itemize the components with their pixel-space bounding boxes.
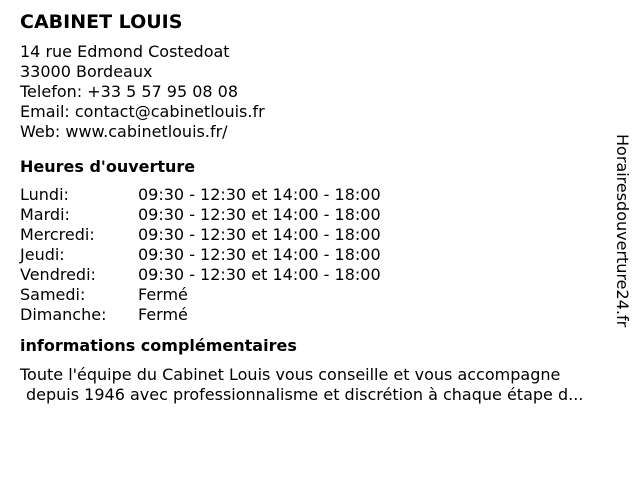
contact-block (20, 42, 620, 142)
email-line: Email: contact@cabinetlouis.fr (20, 102, 265, 121)
day-hours: Fermé (138, 305, 188, 324)
hours-row-jeudi (20, 245, 381, 265)
business-card (20, 10, 620, 405)
day-label: Dimanche: (20, 305, 107, 324)
hours-row-mardi (20, 205, 381, 225)
day-hours: 09:30 - 12:30 et 14:00 - 18:00 (138, 265, 381, 284)
hours-heading: Heures d'ouverture (20, 157, 196, 176)
hours-row-lundi (20, 185, 381, 205)
phone-line: Telefon: +33 5 57 95 08 08 (20, 82, 239, 101)
business-name: CABINET LOUIS (20, 11, 183, 33)
hours-row-samedi (20, 285, 381, 305)
info-line-1: Toute l'équipe du Cabinet Louis vous conseille et vous accompagne (20, 365, 561, 384)
info-line-2: depuis 1946 avec professionnalisme et discrétion à chaque étape d... (26, 385, 584, 404)
opening-hours-table (20, 185, 381, 325)
day-label: Lundi: (20, 185, 69, 204)
day-label: Vendredi: (20, 265, 96, 284)
address-street: 14 rue Edmond Costedoat (20, 42, 230, 61)
day-hours: 09:30 - 12:30 et 14:00 - 18:00 (138, 245, 381, 264)
day-label: Mercredi: (20, 225, 95, 244)
info-heading: informations complémentaires (20, 336, 297, 355)
info-description (20, 365, 620, 405)
day-hours: 09:30 - 12:30 et 14:00 - 18:00 (138, 205, 381, 224)
web-line: Web: www.cabinetlouis.fr/ (20, 122, 228, 141)
day-label: Samedi: (20, 285, 86, 304)
address-city: 33000 Bordeaux (20, 62, 153, 81)
day-hours: 09:30 - 12:30 et 14:00 - 18:00 (138, 225, 381, 244)
day-hours: Fermé (138, 285, 188, 304)
day-hours: 09:30 - 12:30 et 14:00 - 18:00 (138, 185, 381, 204)
hours-row-vendredi (20, 265, 381, 285)
day-label: Jeudi: (20, 245, 65, 264)
site-watermark: Horairesdouverture24.fr (613, 134, 632, 328)
hours-row-mercredi (20, 225, 381, 245)
day-label: Mardi: (20, 205, 70, 224)
hours-row-dimanche (20, 305, 381, 325)
